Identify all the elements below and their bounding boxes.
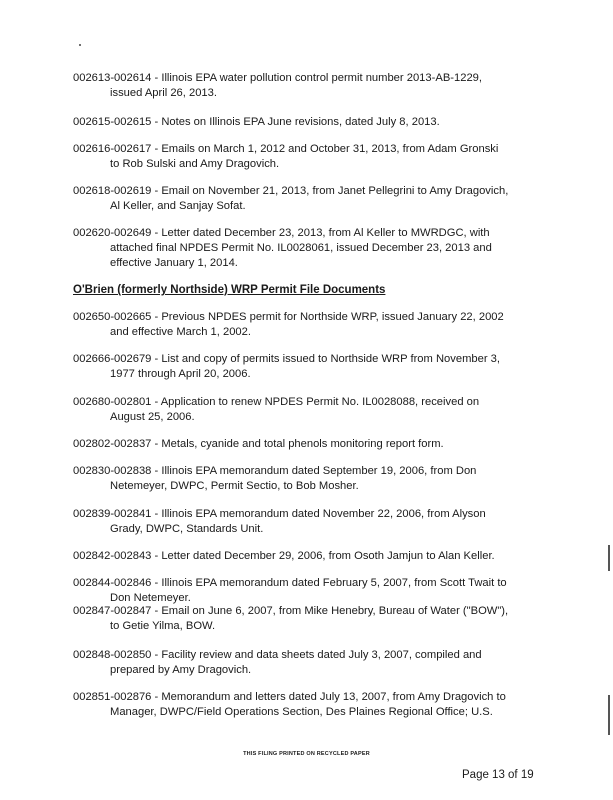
list-item: 002666-002679 - List and copy of permits issued to Northside WRP from November 3, 1977 through April 20, 2006. bbox=[73, 353, 500, 380]
list-item: 002844-002846 - Illinois EPA memorandum dated February 5, 2007, from Scott Twait to Don Netemeyer. bbox=[73, 577, 507, 604]
scan-speck bbox=[79, 44, 81, 46]
list-item: 002615-002615 - Notes on Illinois EPA June revisions, dated July 8, 2013. bbox=[73, 116, 440, 128]
list-item: 002847-002847 - Email on June 6, 2007, from Mike Henebry, Bureau of Water ("BOW"), to Getie Yilma, BOW. bbox=[73, 605, 509, 632]
list-item: 002839-002841 - Illinois EPA memorandum dated November 22, 2006, from Alyson Grady, DWPC, Standards Unit. bbox=[73, 508, 486, 535]
recycled-paper-note: THIS FILING PRINTED ON RECYCLED PAPER bbox=[243, 751, 370, 757]
scan-edge-mark bbox=[608, 545, 610, 571]
list-item: 002851-002876 - Memorandum and letters dated July 13, 2007, from Amy Dragovich to Manager, DWPC/Field Operations Section, Des Plaines Regional Office; U.S. bbox=[73, 691, 506, 718]
list-item: 002616-002617 - Emails on March 1, 2012 and October 31, 2013, from Adam Gronski to Rob Sulski and Amy Dragovich. bbox=[73, 143, 499, 170]
scan-edge-mark bbox=[608, 695, 610, 735]
list-item: 002618-002619 - Email on November 21, 2013, from Janet Pellegrini to Amy Dragovich, Al Keller, and Sanjay Sofat. bbox=[73, 185, 509, 212]
page-number: Page 13 of 19 bbox=[462, 769, 534, 781]
list-item: 002620-002649 - Letter dated December 23, 2013, from Al Keller to MWRDGC, with attached final NPDES Permit No. IL0028061, issued December 23, 2013 and effective January 1, 2014. bbox=[73, 227, 492, 269]
list-item: 002830-002838 - Illinois EPA memorandum dated September 19, 2006, from Don Netemeyer, DWPC, Permit Sectio, to Bob Mosher. bbox=[73, 465, 477, 492]
list-item: 002802-002837 - Metals, cyanide and total phenols monitoring report form. bbox=[73, 438, 444, 450]
list-item: 002842-002843 - Letter dated December 29, 2006, from Osoth Jamjun to Alan Keller. bbox=[73, 550, 495, 562]
list-item: 002848-002850 - Facility review and data sheets dated July 3, 2007, compiled and prepared by Amy Dragovich. bbox=[73, 649, 482, 676]
list-item: 002680-002801 - Application to renew NPDES Permit No. IL0028088, received on August 25, 2006. bbox=[73, 396, 480, 423]
list-item: 002650-002665 - Previous NPDES permit for Northside WRP, issued January 22, 2002 and effective March 1, 2002. bbox=[73, 311, 504, 338]
section-heading: O'Brien (formerly Northside) WRP Permit File Documents bbox=[73, 284, 386, 296]
list-item: 002613-002614 - Illinois EPA water pollution control permit number 2013-AB-1229, issued April 26, 2013. bbox=[73, 72, 482, 99]
